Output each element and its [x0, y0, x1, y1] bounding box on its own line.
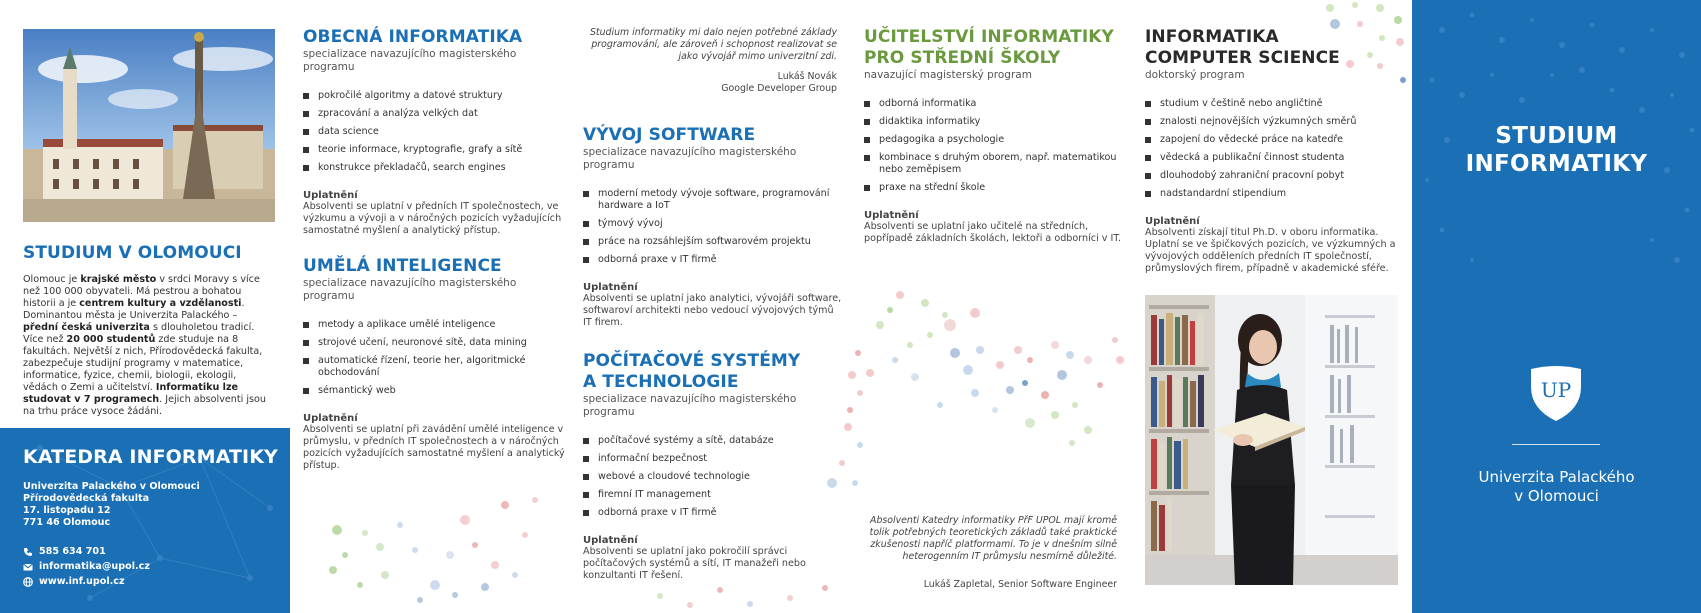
decorative-dots-icon [650, 580, 840, 613]
novak-testimonial [583, 27, 837, 95]
novak-name: Lukáš Novák [777, 71, 837, 82]
globe-icon [23, 577, 33, 587]
section-obecna-informatika [303, 27, 565, 237]
intro-text: . Dominantou města je Univerzita Palackého – [23, 298, 245, 321]
list-item: studium v češtině nebo angličtině [1145, 98, 1407, 110]
systemy-uplatneni-heading: Uplatnění [583, 535, 638, 546]
vyvoj-software-subtitle: specializace navazujícího magisterského programu [583, 146, 797, 171]
pocitacove-systemy-subtitle: specializace navazujícího magisterského programu [583, 393, 797, 418]
email-address: informatika@upol.cz [39, 561, 150, 572]
logo-letters: UP [1540, 378, 1572, 402]
phone-row[interactable] [23, 544, 150, 559]
umela-inteligence-list [303, 319, 565, 397]
computer-science-list [1145, 98, 1407, 200]
intro-text: v srdci Moravy s více než 100 000 obyvateli. Má pestrou a bohatou historii a je [23, 274, 260, 309]
phone-icon [23, 547, 33, 557]
intro-emphasis: Informatiku lze studovat v 7 programech [23, 382, 239, 405]
phone-number: 585 634 701 [39, 546, 106, 557]
umela-uplatneni-heading: Uplatnění [303, 413, 358, 424]
computer-science-uplatneni-text: Absolventi získají titul Ph.D. v oboru informatika. Uplatní se ve špičkových pozicích, ve výzkumných a vývojových odděleních předních IT společností, průmyslových firem, případně v akademické sféře. [1145, 227, 1396, 274]
computer-science-subtitle: doktorský program [1145, 69, 1245, 81]
list-item: odborná praxe v IT firmě [583, 254, 845, 266]
intro-text: s dlouholetou tradicí. Více než [23, 322, 255, 345]
list-item: moderní metody vývoje software, programování hardware a IoT [583, 188, 845, 212]
systemy-uplatneni-text: Absolventi se uplatní jako pokročilí správci počítačových systémů a sítí, IT manažeři nebo konzultanti IT řešení. [583, 546, 806, 581]
address-line: 771 46 Olomouc [23, 517, 111, 528]
intro-emphasis: krajské město [80, 274, 157, 285]
umela-inteligence-subtitle: specializace navazujícího magisterského programu [303, 277, 517, 302]
olomouc-intro-text [23, 274, 271, 418]
email-row[interactable] [23, 559, 150, 574]
katedra-contact-panel [0, 428, 290, 613]
ucitelstvi-title [864, 27, 1126, 69]
list-item: nadstandardní stipendium [1145, 188, 1407, 200]
decorative-dots-icon [850, 285, 1135, 495]
katedra-address [23, 481, 200, 529]
ucitelstvi-subtitle: navazující magisterský program [864, 69, 1032, 81]
address-line: Univerzita Palackého v Olomouci [23, 481, 200, 492]
contact-list [23, 544, 150, 589]
cover-title [1412, 122, 1701, 178]
address-line: 17. listopadu 12 [23, 505, 111, 516]
intro-emphasis: centrem kultury a vzdělanosti [79, 298, 242, 309]
section-umela-inteligence [303, 256, 565, 472]
list-item: pokročilé algoritmy a datové struktury [303, 90, 565, 102]
zapletal-testimonial [864, 515, 1117, 591]
zapletal-quote: Absolventi Katedry informatiky PřF UPOL mají kromě tolik potřebných teoretických základů také praktické zkušenosti napříč platformami. To je v dnešním silně heterogenním IT průmyslu nesmírně důležité. [869, 515, 1117, 562]
title-line-2: COMPUTER SCIENCE [1145, 48, 1340, 68]
intro-text: Olomouc je [23, 274, 81, 285]
intro-text: zde studuje na 8 fakultách. Největší z nich, Přírodovědecká fakulta, zabezpečuje studijní programy v matematice, informatice, fyzice, chemii, biologii, ekologii, vědách o Zemi a učitelství. [23, 334, 263, 393]
ucitelstvi-uplatneni-text: Absolventi se uplatní jako učitelé na středních, popřípadě základních školách, lektoři a odborníci v IT. [864, 221, 1122, 244]
university-name-line-2: v Olomouci [1514, 487, 1599, 505]
list-item: týmový vývoj [583, 218, 845, 230]
title-line-2: A TECHNOLOGIE [583, 372, 739, 392]
intro-text: . Jejich absolventi jsou na trhu práce vysoce žádáni. [23, 394, 266, 417]
list-item: teorie informace, kryptografie, grafy a sítě [303, 144, 565, 156]
list-item: strojové učení, neuronové sítě, data mining [303, 337, 565, 349]
list-item: odborná informatika [864, 98, 1126, 110]
web-row[interactable] [23, 574, 150, 589]
studium-olomouc-title: STUDIUM V OLOMOUCI [23, 243, 242, 263]
list-item: kombinace s druhým oborem, např. matematikou nebo zeměpisem [864, 152, 1126, 176]
section-vyvoj-software [583, 125, 845, 329]
title-line-1: POČÍTAČOVÉ SYSTÉMY [583, 351, 801, 371]
intro-emphasis: přední česká univerzita [23, 322, 150, 333]
obecna-informatika-list [303, 90, 565, 174]
obecna-uplatneni-text: Absolventi se uplatní v předních IT společnostech, ve výzkumu a vývoji a v náročných pozicích vyžadujících samostatné myšlení a analytický přístup. [303, 201, 562, 236]
umela-inteligence-title: UMĚLÁ INTELIGENCE [303, 256, 502, 276]
list-item: počítačové systémy a sítě, databáze [583, 435, 845, 447]
umela-uplatneni-text: Absolventi se uplatní při zavádění umělé inteligence v průmyslu, v předních IT společnostech a v náročných pozicích vyžadujících samostatné myšlení a analytický přístup. [303, 424, 565, 471]
web-address: www.inf.upol.cz [39, 576, 125, 587]
column-olomouc [0, 0, 290, 613]
list-item: znalosti nejnovějších výzkumných směrů [1145, 116, 1407, 128]
list-item: praxe na střední škole [864, 182, 1126, 194]
title-line-2: PRO STŘEDNÍ ŠKOLY [864, 48, 1061, 68]
list-item: sémantický web [303, 385, 565, 397]
email-icon [23, 562, 33, 572]
title-line-1: UČITELSTVÍ INFORMATIKY [864, 27, 1114, 47]
decorative-dots-icon [810, 345, 870, 495]
university-name [1412, 468, 1701, 506]
list-item: didaktika informatiky [864, 116, 1126, 128]
section-ucitelstvi [864, 27, 1126, 245]
intro-emphasis: 20 000 studentů [66, 334, 156, 345]
vyvoj-software-title: VÝVOJ SOFTWARE [583, 125, 756, 145]
address-line: Přírodovědecká fakulta [23, 493, 150, 504]
novak-organization: Google Developer Group [721, 83, 837, 94]
list-item: data science [303, 126, 565, 138]
list-item: webové a cloudové technologie [583, 471, 845, 483]
column-vyvoj-systemy [570, 0, 850, 613]
ucitelstvi-list [864, 98, 1126, 194]
katedra-title: KATEDRA INFORMATIKY [23, 446, 278, 468]
novak-quote: Studium informatiky mi dalo nejen potřebné základy programování, ale zároveň i schopnost realizovat se jako vývojář mimo univerzitní zdi. [589, 27, 837, 62]
computer-science-title [1145, 27, 1407, 69]
list-item: zpracování a analýza velkých dat [303, 108, 565, 120]
column-ucitelstvi [850, 0, 1135, 613]
column-obecna-umela [290, 0, 570, 613]
obecna-informatika-subtitle: specializace navazujícího magisterského programu [303, 48, 517, 73]
zapletal-author: Lukáš Zapletal, Senior Software Engineer [923, 579, 1117, 590]
list-item: zapojení do vědecké práce na katedře [1145, 134, 1407, 146]
list-item: odborná praxe v IT firmě [583, 507, 845, 519]
list-item: dlouhodobý zahraniční pracovní pobyt [1145, 170, 1407, 182]
cover-title-line-1: STUDIUM [1495, 123, 1618, 149]
ucitelstvi-uplatneni-heading: Uplatnění [864, 210, 919, 221]
student-library-photo [1145, 295, 1398, 585]
obecna-uplatneni-heading: Uplatnění [303, 190, 358, 201]
title-line-1: INFORMATIKA [1145, 27, 1279, 47]
column-doktorsky [1135, 0, 1412, 613]
vyvoj-software-list [583, 188, 845, 266]
list-item: metody a aplikace umělé inteligence [303, 319, 565, 331]
list-item: konstrukce překladačů, search engines [303, 162, 565, 174]
obecna-informatika-title: OBECNÁ INFORMATIKA [303, 27, 523, 47]
section-pocitacove-systemy [583, 351, 845, 582]
list-item: automatické řízení, teorie her, algoritmické obchodování [303, 355, 565, 379]
section-computer-science [1145, 27, 1407, 275]
olomouc-photo [23, 29, 275, 222]
vyvoj-uplatneni-text: Absolventi se uplatní jako analytici, vývojáři software, softwaroví architekti nebo vedoucí vývojových týmů IT firem. [583, 293, 842, 328]
pocitacove-systemy-title [583, 351, 845, 393]
computer-science-uplatneni-heading: Uplatnění [1145, 216, 1200, 227]
list-item: vědecká a publikační činnost studenta [1145, 152, 1407, 164]
decorative-dots-icon [325, 495, 555, 610]
university-name-line-1: Univerzita Palackého [1478, 468, 1635, 486]
cover-panel [1412, 0, 1701, 613]
university-shield-icon [1529, 365, 1583, 423]
vyvoj-uplatneni-heading: Uplatnění [583, 282, 638, 293]
pocitacove-systemy-list [583, 435, 845, 519]
cover-title-line-2: INFORMATIKY [1465, 151, 1648, 177]
list-item: práce na rozsáhlejším softwarovém projektu [583, 236, 845, 248]
cover-divider [1512, 444, 1600, 445]
list-item: firemní IT management [583, 489, 845, 501]
list-item: pedagogika a psychologie [864, 134, 1126, 146]
list-item: informační bezpečnost [583, 453, 845, 465]
